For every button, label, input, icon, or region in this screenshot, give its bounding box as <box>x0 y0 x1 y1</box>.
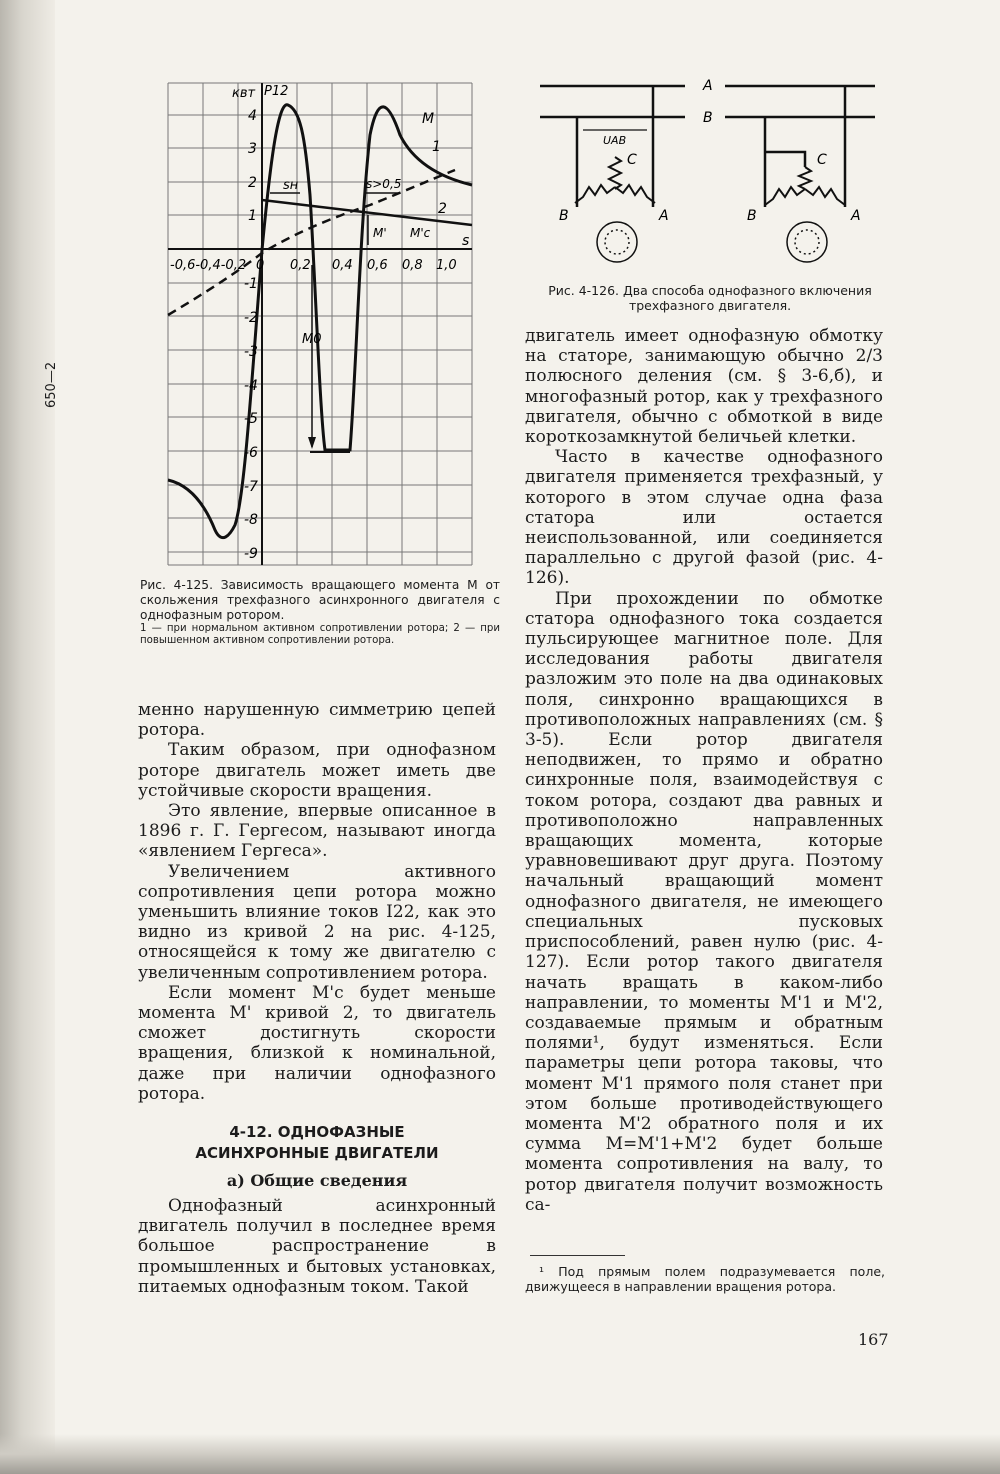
y-tick: -7 <box>244 479 258 495</box>
x-tick: 0,8 <box>402 258 423 273</box>
right-rotor <box>787 222 827 262</box>
paragraph: Однофазный асинхронный двигатель получил в последнее время большое распространение в промышленных и бытовых установках, питаемых однофазным током. Такой <box>138 1196 496 1297</box>
curve-1 <box>168 105 472 538</box>
label-line-A: A <box>703 78 713 94</box>
y-tick: 3 <box>248 141 257 157</box>
label-b-left: B <box>559 208 569 224</box>
figure-4-125 <box>160 75 500 575</box>
label-sn: sн <box>283 178 299 193</box>
x-tick-neg: -0,6-0,4-0,2 <box>170 258 247 273</box>
x-tick-zero: 0 <box>256 258 265 273</box>
y-tick: -4 <box>244 378 258 394</box>
label-s05: s>0,5 <box>366 177 402 191</box>
page-bottom-shadow <box>0 1434 1000 1474</box>
m0-arrowhead <box>308 437 316 449</box>
footnote: ¹ Под прямым полем подразумевается поле, движущееся в направлении вращения ротора. <box>525 1264 885 1294</box>
x-tick: 0,2 <box>290 258 311 273</box>
left-star-winding <box>575 157 655 203</box>
label-c-right: C <box>817 152 827 168</box>
left-column <box>138 700 496 1297</box>
side-number: 650—2 <box>44 361 59 408</box>
y-tick: -3 <box>244 344 258 360</box>
label-c-left: C <box>627 152 637 168</box>
right-star-winding <box>765 167 845 205</box>
right-column <box>525 326 883 1215</box>
paragraph: Таким образом, при однофазном роторе двигатель может иметь две устойчивые скорости вращения. <box>138 740 496 801</box>
figure-4-126-caption: Рис. 4-126. Два способа однофазного включения трехфазного двигателя. <box>548 283 872 313</box>
y-name-label: P12 <box>264 84 289 99</box>
figure-4-125-caption <box>140 578 500 647</box>
y-tick: -6 <box>244 445 258 461</box>
section-heading-line-1: 4-12. ОДНОФАЗНЫЕ <box>229 1123 405 1142</box>
x-name-label: s <box>462 233 470 249</box>
y-tick: 2 <box>248 175 257 191</box>
figure-4-126 <box>535 72 895 272</box>
caption-note: 1 — при нормальном активном сопротивлении ротора; 2 — при повышенном активном сопротивлении ротора. <box>140 623 500 646</box>
y-tick: 4 <box>248 108 257 124</box>
paragraph: При прохождении по обмотке статора однофазного тока создается пульсирующее магнитное поле. Для исследования работы двигателя разложим это поле на два одинаковых поля, синхронно вращающихся в противоположных направлениях (см. § 3-5). Если ротор двигателя неподвижен, то прямо и обратно синхронные поля, взаимодействуя с током ротора, создают два равных и противоположно направленных вращающих момента, которые уравновешивают друг друга. Поэтому начальный вращающий момент однофазного двигателя, не имеющего специальных пусковых приспособлений, равен нулю (рис. 4-127). Если ротор такого двигателя начать вращать в каком-либо направлении, то моменты M'1 и M'2, создаваемые прямым и обратным полями¹, будут изменяться. Если параметры цепи ротора таковы, что момент M'1 прямого поля станет при этом больше противодействующего момента M'2 обратного поля и их сумма M=M'1+M'2 будет больше момента сопротивления на валу, то ротор двигателя получит возможность са- <box>525 588 883 1215</box>
x-tick: 0,4 <box>332 258 353 273</box>
y-tick: -9 <box>244 546 258 562</box>
page-number: 167 <box>858 1330 889 1349</box>
paragraph: двигатель имеет однофазную обмотку на статоре, занимающую обычно 2/3 полюсного деления (см. § 3-6,б), и многофазный ротор, как у трехфазного двигателя, обычно с обмоткой в виде короткозамкнутой беличьей клетки. <box>525 326 883 448</box>
y-unit-label: квт <box>232 86 256 101</box>
label-a-left: A <box>659 208 669 224</box>
label-mprime: M' <box>373 226 387 240</box>
paragraph: Часто в качестве однофазного двигателя применяется трехфазный, у которого в этом случае одна фаза статора или остается неиспользованной, или соединяется параллельно с другой фазой (рис. 4-126). <box>525 447 883 589</box>
label-b-right: B <box>747 208 757 224</box>
label-curve-1: 1 <box>432 139 441 155</box>
left-rotor <box>597 222 637 262</box>
right-rotor-inner <box>795 230 819 254</box>
label-M: M <box>422 111 435 127</box>
right-c-bridge <box>765 152 805 167</box>
x-tick: 1,0 <box>436 258 457 273</box>
paragraph: менно нарушенную симметрию цепей ротора. <box>138 700 496 741</box>
paragraph: Это явление, впервые описанное в 1896 г. Г. Гергесом, называют иногда «явлением Гергеса». <box>138 801 496 862</box>
paragraph: Если момент M'c будет меньше момента M' кривой 2, то двигатель сможет достигнуть скорости вращения, близкой к номинальной, даже при наличии однофазного ротора. <box>138 982 496 1104</box>
y-tick: -8 <box>244 512 258 528</box>
paragraph: Увеличением активного сопротивления цепи ротора можно уменьшить влияние токов I22, как это видно из кривой 2 на рис. 4-125, относящейся к тому же двигателю с увеличенным сопротивлением ротора. <box>138 861 496 983</box>
y-tick: -2 <box>244 310 258 326</box>
label-line-B: B <box>703 110 713 126</box>
y-tick: 1 <box>248 208 257 224</box>
label-curve-2: 2 <box>438 201 447 217</box>
label-a-right: A <box>851 208 861 224</box>
subsection-heading: а) Общие сведения <box>226 1171 408 1191</box>
label-mc: M'c <box>410 226 431 240</box>
page-binding-shadow <box>0 0 55 1474</box>
section-heading-line-2: АСИНХРОННЫЕ ДВИГАТЕЛИ <box>195 1144 439 1163</box>
grid <box>168 83 472 565</box>
label-m0: M0 <box>302 332 322 347</box>
caption-main: Рис. 4-125. Зависимость вращающего момента M от скольжения трехфазного асинхронного двигателя с однофазным ротором. <box>140 578 500 622</box>
x-tick: 0,6 <box>367 258 388 273</box>
left-rotor-inner <box>605 230 629 254</box>
label-uab: UAB <box>603 134 627 147</box>
y-tick: -5 <box>244 411 258 427</box>
y-tick: -1 <box>244 276 258 292</box>
footnote-rule <box>530 1255 625 1256</box>
